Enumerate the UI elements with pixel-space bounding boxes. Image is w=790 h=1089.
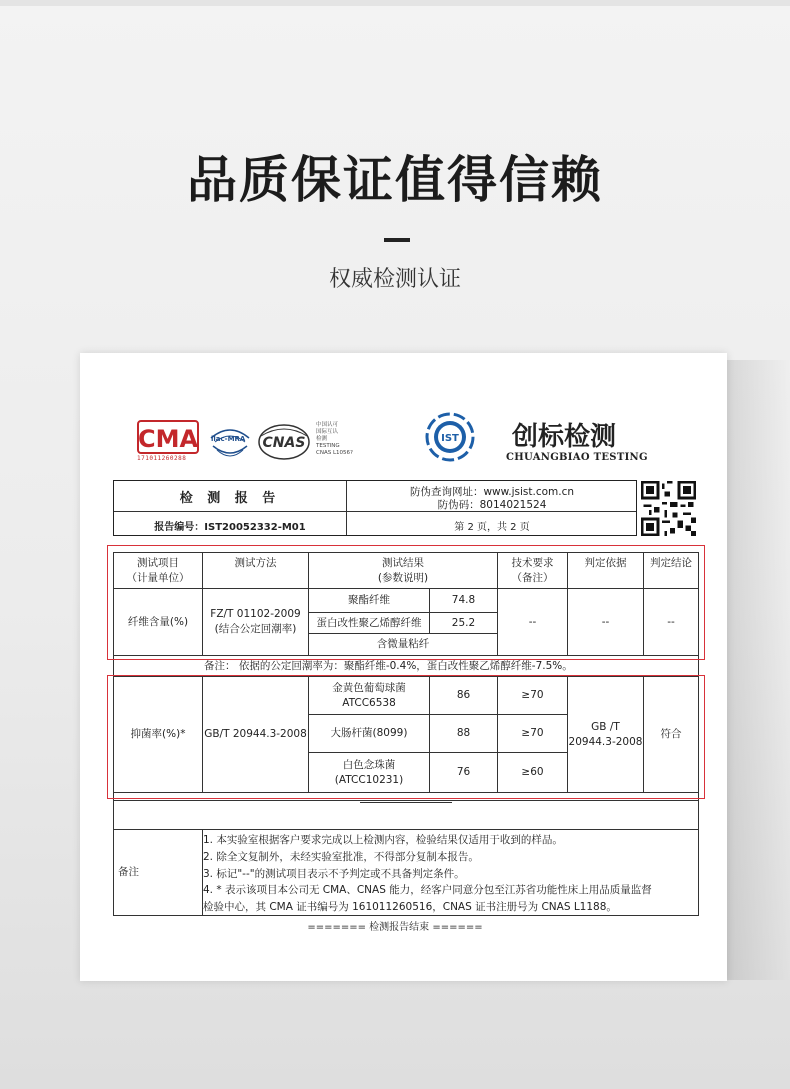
bacteria-requirement-2: ≥70 xyxy=(521,727,544,739)
bacteria-name-1: 金黄色葡萄球菌 ATCC6538 xyxy=(332,681,406,709)
bacteria-value-1: 86 xyxy=(456,689,471,701)
cma-mark: CMA xyxy=(137,425,199,453)
antibacterial-item: 抑菌率(%)* xyxy=(130,728,186,740)
fiber-value-2: 25.2 xyxy=(451,616,476,629)
remarks-label: 备注 xyxy=(118,866,139,878)
fiber-method: FZ/T 01102-2009 (结合公定回潮率) xyxy=(210,608,301,635)
report-title: 检 测 报 告 xyxy=(179,491,281,506)
col-header-method: 测试方法 xyxy=(234,556,277,569)
cnas-info: 中国认可 国际互认 检测 TESTING CNAS L1056? xyxy=(316,422,353,456)
fiber-requirement: -- xyxy=(528,615,537,628)
bacteria-name-2: 大肠杆菌(8099) xyxy=(330,727,408,739)
brand-name-cn: 创标检测 xyxy=(512,422,617,452)
cma-number: 171011260288 xyxy=(137,455,187,462)
top-strip xyxy=(0,0,790,6)
brand-name-en: CHUANGBIAO TESTING xyxy=(506,452,648,463)
antibacterial-basis: GB /T 20944.3-2008 xyxy=(568,720,643,748)
fiber-note: 备注： 依据的公定回潮率为：聚酯纤维-0.4%，蛋白改性聚乙烯醇纤维-7.5%。 xyxy=(204,659,573,672)
col-header-conclusion: 判定结论 xyxy=(650,556,692,569)
qr-code-icon xyxy=(641,481,696,536)
fiber-conclusion: -- xyxy=(667,615,675,628)
page-subtitle: 权威检测认证 xyxy=(328,267,461,292)
ilac-mra-text: ilac-MRA xyxy=(211,435,246,443)
bacteria-requirement-1: ≥70 xyxy=(521,689,544,701)
remark-5: 检验中心，其 CMA 证书编号为 161011260516，CNAS 证书注册号为 CNAS L1188。 xyxy=(203,901,617,913)
fiber-item: 纤维含量(%) xyxy=(127,615,189,628)
bacteria-value-2: 88 xyxy=(456,727,471,739)
col-header-basis: 判定依据 xyxy=(584,556,627,569)
col-header-item: 测试项目 （计量单位） xyxy=(126,556,190,584)
ist-mark: IST xyxy=(441,433,459,444)
bacteria-value-3: 76 xyxy=(456,766,471,778)
col-header-requirement: 技术要求 （备注） xyxy=(511,556,554,584)
bacteria-name-3: 白色念珠菌 (ATCC10231) xyxy=(334,758,404,786)
fiber-name-3: 含微量粘纤 xyxy=(376,638,430,650)
remark-4: 4. * 表示该项目本公司无 CMA、CNAS 能力，经客户同意分包至江苏省功能性床上用品质量监督 xyxy=(203,884,652,896)
fiber-value-1: 74.8 xyxy=(451,594,476,606)
remark-1: 1. 本实验室根据客户要求完成以上检测内容，检验结果仅适用于收到的样品。 xyxy=(203,834,563,846)
cnas-mark: CNAS xyxy=(262,435,306,451)
cma-logo-icon xyxy=(137,420,199,454)
fiber-name-2: 蛋白改性聚乙烯醇纤维 xyxy=(316,616,422,629)
report-header-table xyxy=(113,480,637,536)
page-title: 品质保证值得信赖 xyxy=(187,151,603,209)
ist-logo-icon xyxy=(425,412,475,462)
fiber-name-1: 聚酯纤维 xyxy=(348,594,390,606)
antibacterial-method: GB/T 20944.3-2008 xyxy=(204,728,307,740)
antibacterial-conclusion: 符合 xyxy=(660,728,682,740)
verify-url: 防伪查询网址：www.jsist.com.cn xyxy=(409,486,575,498)
fiber-basis: -- xyxy=(601,615,610,628)
report-number: 报告编号：IST20052332-M01 xyxy=(154,522,306,533)
report-end-line: ======= 检测报告结束 ====== xyxy=(307,922,483,933)
remark-2: 2. 除全文复制外，未经实验室批准，不得部分复制本报告。 xyxy=(203,851,479,863)
paper-shadow xyxy=(725,360,790,980)
cnas-logo-icon xyxy=(257,422,311,462)
verify-code: 防伪码：8014021524 xyxy=(437,499,547,511)
remark-3: 3. 标记"--"的测试项目表示不予判定或不具备判定条件。 xyxy=(203,868,465,880)
title-divider xyxy=(384,238,410,242)
bacteria-requirement-3: ≥60 xyxy=(521,766,544,778)
col-header-result: 测试结果 (参数说明) xyxy=(377,556,429,584)
page-count: 第 2 页，共 2 页 xyxy=(454,522,530,533)
